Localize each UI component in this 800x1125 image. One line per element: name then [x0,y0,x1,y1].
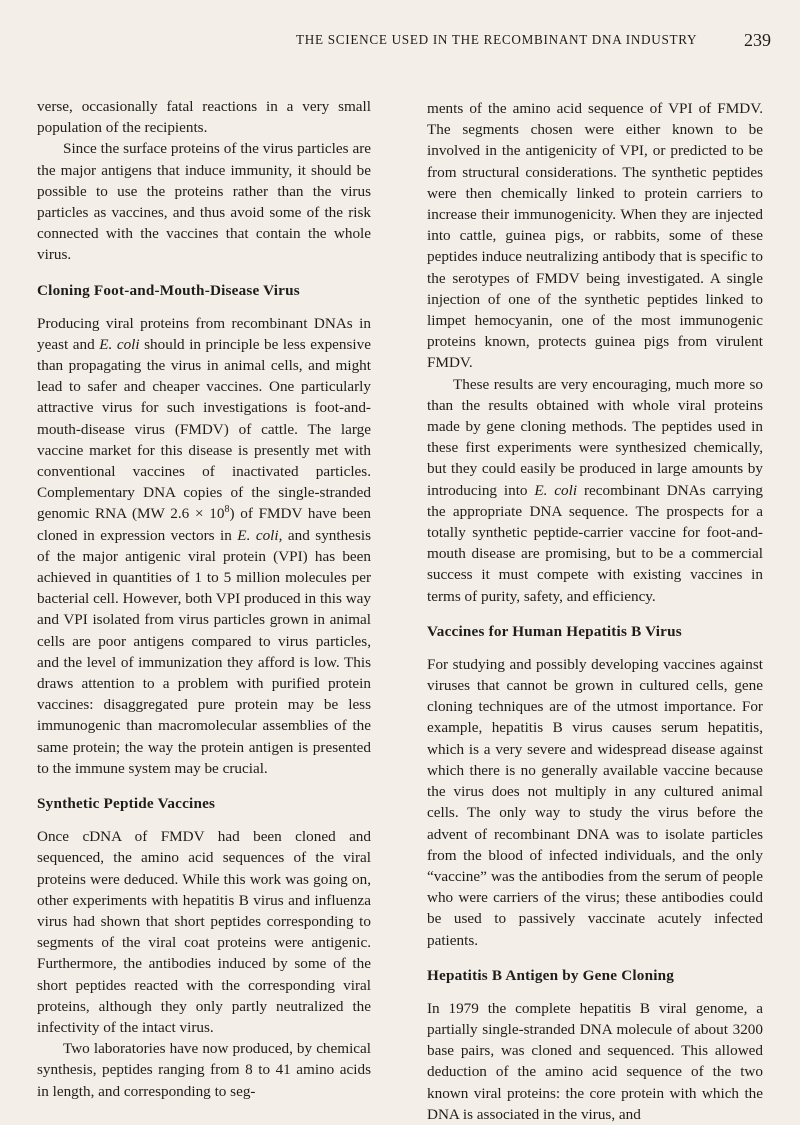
page-number: 239 [744,30,771,50]
paragraph: In 1979 the complete hepatitis B viral genome, a partially single-stranded DNA molecule of about 3200 base pairs, was cloned and sequenced. This allowed deduction of the amino acid sequence of the two known viral proteins: the core protein with which the DNA is associated in the virus, and [427,999,763,1123]
paragraph: verse, occasionally fatal reactions in a very small population of the recipients. [37,98,371,137]
section-heading: Cloning Foot-and-Mouth-Disease Virus [37,281,300,299]
italic-term: E. coli, [237,526,283,544]
paragraph: For studying and possibly developing vaccines against viruses that cannot be grown in cultured cells, gene cloning techniques are of the utmost importance. For example, hepatitis B virus causes serum hepatitis, which is a very severe and widespread disease against which there is no generally available vaccine because the virus does not multiply in any cultured animal cells. The only way to study the virus before the advent of recombinant DNA was to isolate particles from the blood of infected individuals, and the only “vaccine” was the antibodies from the serum of people who were carriers of the virus; these antibodies could be used to passively vaccinate acutely infected patients. [427,655,763,949]
page-header [0,30,800,54]
paragraph: Producing viral proteins from recombinant DNAs in yeast and E. coli should in principle be less expensive than propagating the virus in animal cells, and might lead to safer and cheaper vaccines. One particularly attractive virus for such investigations is foot-and-mouth-disease virus (FMDV) of cattle. The large vaccine market for this disease is presently met with conventional vaccines of inactivated particles. Complementary DNA copies of the single-stranded genomic RNA (MW $2.6 \times 10^8$) of FMDV have been cloned in expression vectors in E. coli, and synthesis of the major antigenic viral protein (VPI) has been achieved in quantities of 1 to 5 million molecules per bacterial cell. However, both VPI produced in this way and VPI isolated from virus particles grown in animal cells are poor antigens compared to virus particles, and the level of immunization they afford is low. This draws attention to a problem with purified protein vaccines: disaggregated pure protein may be less immunogenic than macromolecular assemblies of the same protein; the way the protein antigen is presented to the immune system may be crucial. [37,314,371,777]
italic-term: E. coli [534,481,578,499]
paragraph: These results are very encouraging, much more so than the results obtained with whole viral proteins made by gene cloning methods. The peptides used in these first experiments were synthesized chemically, but they could easily be produced in large amounts by introducing into E. coli recombinant DNAs carrying the appropriate DNA sequence. The prospects for a totally synthetic peptide-carrier vaccine for foot-and-mouth disease are promising, but to be a commercial success it must compete with existing vaccines in terms of purity, safety, and efficiency. [427,375,763,605]
paragraph: Once cDNA of FMDV had been cloned and sequenced, the amino acid sequences of the viral proteins were deduced. While this work was going on, other experiments with hepatitis B virus and influenza virus had shown that short peptides corresponding to segments of the viral coat proteins were antigenic. Furthermore, the antibodies induced by some of the short peptides reacted with the corresponding viral proteins, although they only partly neutralized the infectivity of the intact virus. [37,828,371,1036]
right-column [427,98,763,1125]
section-heading: Hepatitis B Antigen by Gene Cloning [427,966,675,984]
paragraph: Two laboratories have now produced, by chemical synthesis, peptides ranging from 8 to 41 amino acids in length, and corresponding to seg- [37,1040,371,1100]
italic-term: E. coli [99,335,140,353]
section-heading: Synthetic Peptide Vaccines [37,795,216,813]
superscript: 8 [224,504,230,516]
left-column [37,96,371,1102]
section-heading: Vaccines for Human Hepatitis B Virus [427,622,682,640]
running-head: THE SCIENCE USED IN THE RECOMBINANT DNA INDUSTRY [296,32,698,47]
paragraph: Since the surface proteins of the virus particles are the major antigens that induce immunity, it should be possible to use the proteins rather than the virus particles as vaccines, and thus avoid some of the risk connected with the vaccines that contain the whole virus. [37,140,371,264]
paragraph: ments of the amino acid sequence of VPI of FMDV. The segments chosen were either known to be involved in the antigenicity of VPI, or predicted to be from structural considerations. The synthetic peptides were then chemically linked to protein carriers to increase their immunogenicity. When they are injected into cattle, guinea pigs, or rabbits, some of these peptides induce neutralizing antibody that is specific to the serotypes of FMDV being investigated. A single injection of one of the synthetic peptides linked to limpet hemocyanin, one of the most immunogenic proteins known, protects guinea pigs from virulent FMDV. [427,100,763,372]
